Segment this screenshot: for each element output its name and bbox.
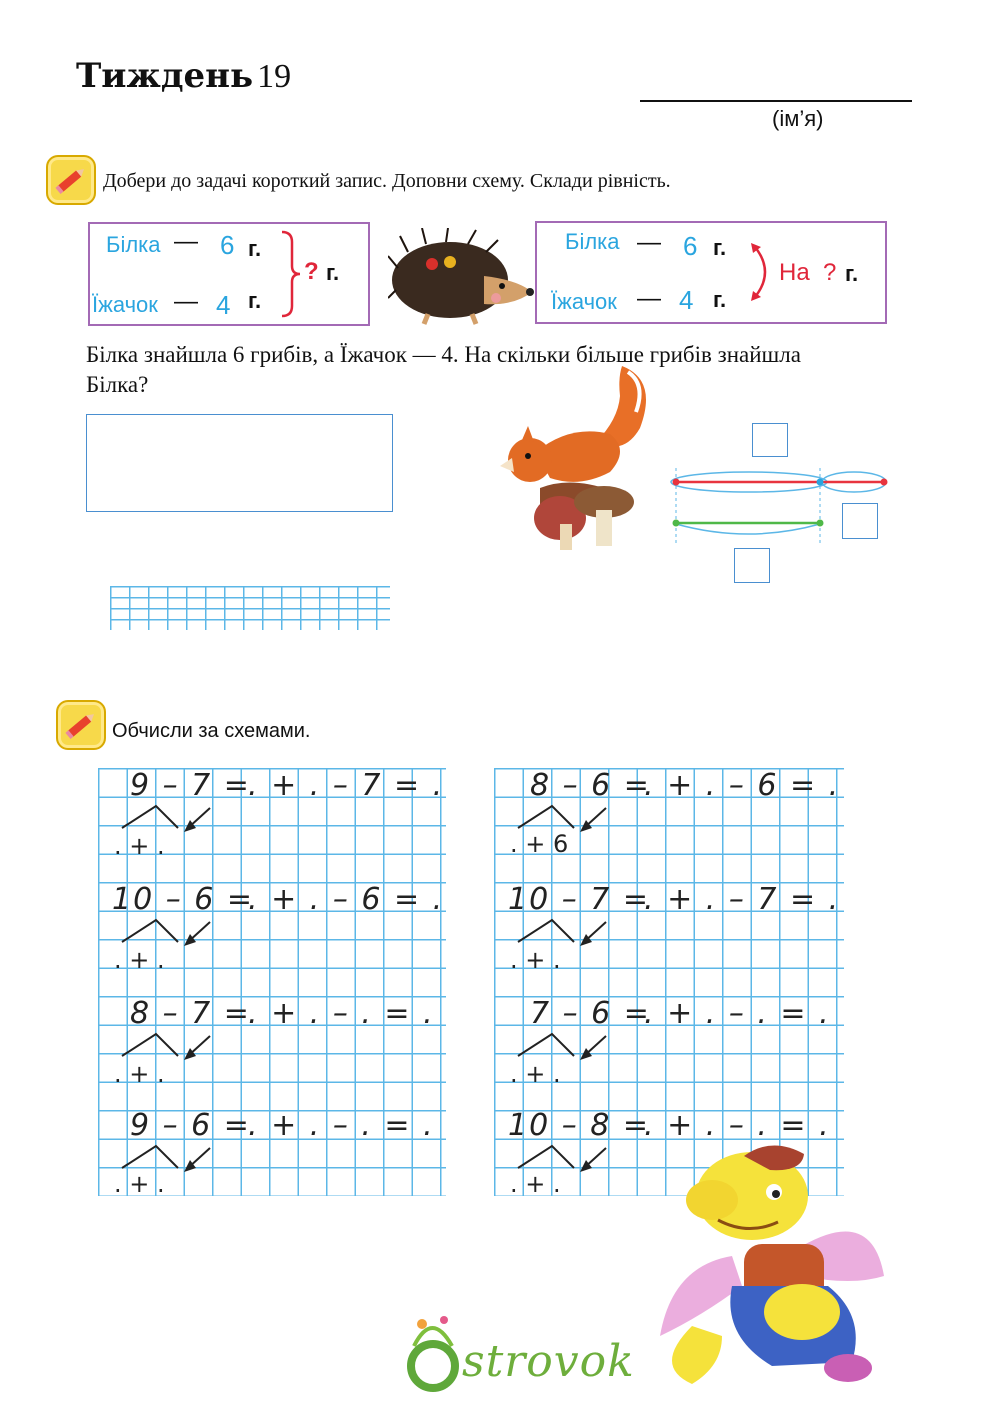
hedgehog-illustration (388, 228, 534, 326)
question-mark: ? (304, 258, 319, 285)
task2-instruction: Обчисли за схемами. (112, 720, 311, 742)
split-arrow-icon (118, 1030, 218, 1060)
question-word: На (779, 259, 810, 286)
row2-value: 4 (679, 285, 694, 315)
exercise[interactable] (494, 882, 844, 992)
task1-instruction: Добери до задачі короткий запис. Доповни схему. Склади рівність. (103, 170, 671, 192)
curved-arrow-icon (747, 241, 777, 303)
exercise-tail: . + . – 7 = . (644, 882, 841, 917)
row1-value: 6 (683, 231, 698, 261)
row2-name: Їжачок (551, 289, 617, 314)
exercise-split: . + . (114, 946, 165, 974)
exercise-split: . + 6 (510, 830, 569, 858)
exercise-expression: 10 – 6 = (112, 882, 255, 917)
name-line[interactable] (640, 98, 912, 102)
title-word: Тиждень (76, 56, 254, 96)
short-record-option-a[interactable]: Білка — 6 г. Їжачок — 4 г. ? г. (88, 222, 370, 326)
logo-o-icon (402, 1306, 464, 1392)
title-number: 19 (257, 58, 292, 95)
exercise-expression: 7 – 6 = (530, 996, 651, 1031)
exercise-tail: . + . – . = . (644, 1108, 831, 1143)
exercise-split: . + . (114, 1170, 165, 1198)
problem-line-1: Білка знайшла 6 грибів, а Їжачок — 4. На скільки більше грибів знайшла (86, 342, 801, 367)
name-label: (ім’я) (772, 106, 824, 131)
split-arrow-icon (118, 1142, 218, 1172)
unit: г. (713, 287, 727, 312)
row1-value: 6 (220, 230, 235, 260)
segment-scheme (664, 458, 894, 550)
exercise-expression: 9 – 7 = (130, 768, 251, 803)
unit: г. (713, 235, 727, 260)
exercise[interactable] (98, 882, 446, 992)
split-arrow-icon (514, 802, 614, 832)
split-arrow-icon (118, 802, 218, 832)
exercise-split: . + . (510, 1060, 561, 1088)
split-arrow-icon (514, 916, 614, 946)
split-arrow-icon (514, 1142, 614, 1172)
exercise-expression: 10 – 8 = (508, 1108, 651, 1143)
exercise-split: . + . (114, 1060, 165, 1088)
row2-value: 4 (216, 290, 231, 320)
exercise-tail: . + . – . = . (248, 996, 435, 1031)
squirrel-illustration (500, 360, 662, 552)
page-title (76, 56, 291, 96)
exercise-tail: . + . – . = . (644, 996, 831, 1031)
pencil-icon (46, 155, 96, 205)
exercise-expression: 8 – 7 = (130, 996, 251, 1031)
exercise-expression: 10 – 7 = (508, 882, 651, 917)
exercise[interactable] (494, 996, 844, 1106)
exercise-split: . + . (510, 946, 561, 974)
exercise-tail: . + . – 6 = . (644, 768, 841, 803)
equation-writing-strip[interactable] (110, 586, 390, 630)
ostrovok-logo (402, 1306, 662, 1392)
exercise[interactable] (98, 996, 446, 1106)
exercise[interactable] (98, 768, 446, 878)
exercise-split: . + . (114, 832, 165, 860)
row1-name: Білка (106, 232, 161, 257)
calc-grid-left[interactable] (98, 768, 446, 1196)
exercise-expression: 9 – 6 = (130, 1108, 251, 1143)
exercise[interactable] (98, 1108, 446, 1196)
row1-name: Білка (565, 229, 620, 254)
calc-grid-right[interactable] (494, 768, 844, 1196)
pencil-icon (56, 700, 106, 750)
question-mark: ? (823, 259, 837, 286)
brace-icon (278, 230, 302, 318)
exercise-tail: . + . – 6 = . (248, 882, 445, 917)
scheme-box-top[interactable] (752, 423, 788, 457)
unit: г. (326, 260, 340, 285)
answer-box[interactable] (86, 414, 393, 512)
split-arrow-icon (118, 916, 218, 946)
short-record-option-b[interactable]: Білка — 6 г. Їжачок — 4 г. На ? г. (535, 221, 887, 324)
exercise-expression: 8 – 6 = (530, 768, 651, 803)
exercise-split: . + . (510, 1170, 561, 1198)
exercise[interactable] (494, 768, 844, 878)
exercise-tail: . + . – 7 = . (248, 768, 445, 803)
unit: г. (248, 288, 262, 313)
scheme-box-bottom[interactable] (734, 548, 770, 583)
dragon-character-illustration (652, 1136, 890, 1388)
problem-line-2: Білка? (86, 372, 149, 397)
logo-text: strovok (462, 1336, 635, 1387)
row2-name: Їжачок (92, 292, 158, 317)
unit: г. (248, 236, 262, 261)
exercise-tail: . + . – . = . (248, 1108, 435, 1143)
unit: г. (845, 261, 859, 286)
split-arrow-icon (514, 1030, 614, 1060)
